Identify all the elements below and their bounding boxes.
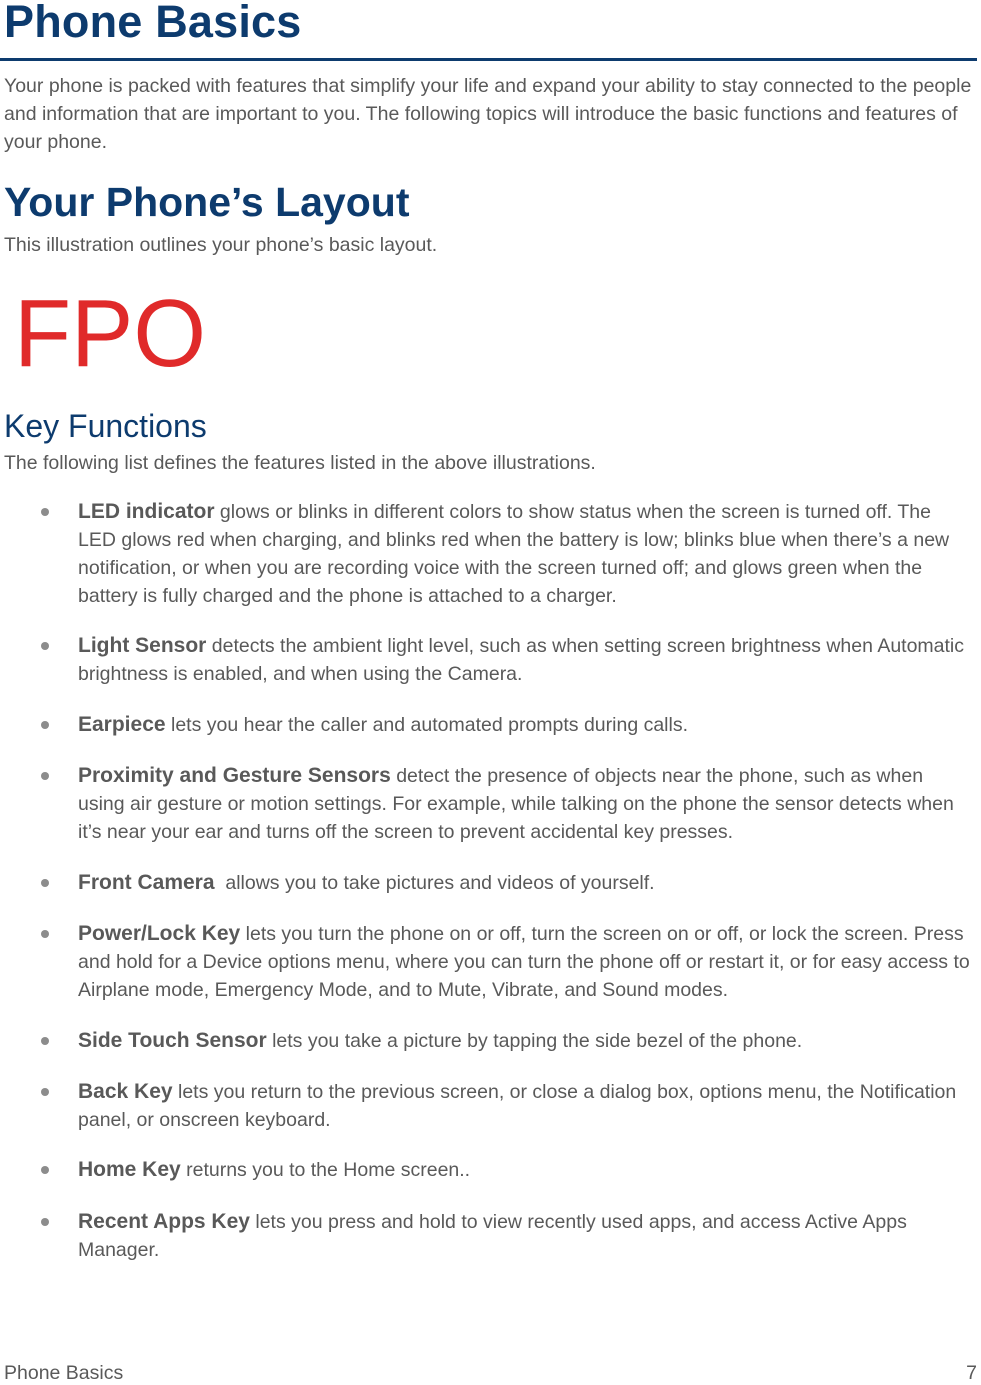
list-item-text <box>78 711 974 739</box>
list-item-description: allows you to take pictures and videos of yourself. <box>214 872 655 894</box>
bullet-icon <box>41 1037 49 1045</box>
bullet-icon <box>41 1166 49 1174</box>
bullet-icon <box>41 642 49 650</box>
page-title: Phone Basics <box>4 0 302 47</box>
list-item-term: Side Touch Sensor <box>78 1029 267 1052</box>
list-item-description: lets you take a picture by tapping the side bezel of the phone. <box>266 1030 803 1052</box>
fpo-placeholder-text: FPO <box>14 286 206 378</box>
footer-page-number: 7 <box>966 1362 977 1384</box>
list-item-term: Recent Apps Key <box>78 1210 250 1233</box>
list-item-description: returns you to the Home screen.. <box>180 1159 471 1181</box>
list-item-text <box>78 1078 974 1134</box>
list-item-text <box>78 1027 974 1055</box>
list-item-description: lets you turn the phone on or off, turn the screen on or off, or lock the screen. Press and hold for a Device options menu, where you can turn the phone off or restart it, or for easy access to Airplane mode, Emergency Mode, and to Mute, Vibrate, and Sound modes. <box>78 923 975 1001</box>
list-item-text <box>78 632 974 688</box>
bullet-icon <box>41 1218 49 1226</box>
list-item-description: lets you hear the caller and automated prompts during calls. <box>165 714 689 736</box>
list-item-text <box>78 869 974 897</box>
list-item-term: Earpiece <box>78 713 166 736</box>
list-item-term: Proximity and Gesture Sensors <box>78 764 391 787</box>
intro-paragraph: Your phone is packed with features that simplify your life and expand your ability to stay connected to the people and information that are important to you. The following topics will introduce the basic functions and features of your phone. <box>4 75 972 153</box>
bullet-icon <box>41 879 49 887</box>
list-item-term: LED indicator <box>78 500 215 523</box>
layout-description: This illustration outlines your phone’s basic layout. <box>4 234 438 256</box>
list-item-term: Power/Lock Key <box>78 922 241 945</box>
document-page <box>4 0 975 1261</box>
bullet-icon <box>41 930 49 938</box>
list-item-term: Home Key <box>78 1158 181 1181</box>
footer-section-name: Phone Basics <box>4 1362 124 1384</box>
bullet-icon <box>41 508 49 516</box>
key-functions-description: The following list defines the features listed in the above illustrations. <box>4 452 596 474</box>
list-item-term: Front Camera <box>78 871 215 894</box>
list-item-text <box>78 1208 974 1264</box>
bullet-icon <box>41 772 49 780</box>
key-functions-heading: Key Functions <box>4 408 207 444</box>
list-item-text <box>78 1156 974 1184</box>
list-item-text <box>78 762 974 846</box>
list-item-text <box>78 498 974 610</box>
list-item-description: lets you press and hold to view recently used apps, and access Active Apps Manager. <box>78 1211 913 1261</box>
list-item-description: lets you return to the previous screen, or close a dialog box, options menu, the Notification panel, or onscreen keyboard. <box>78 1081 962 1131</box>
list-item-description: glows or blinks in different colors to show status when the screen is turned off. The LED glows red when charging, and blinks red when the battery is low; blinks blue when there’s a new notification, or when you are recording voice with the screen turned off; and glows green when the battery is fully charged and the phone is attached to a charger. <box>78 501 955 607</box>
list-item-text <box>78 920 974 1004</box>
list-item-term: Back Key <box>78 1080 173 1103</box>
title-divider <box>0 58 977 61</box>
layout-heading: Your Phone’s Layout <box>4 179 410 225</box>
bullet-icon <box>41 1088 49 1096</box>
list-item-description: detect the presence of objects near the phone, such as when using air gesture or motion settings. For example, while talking on the phone the sensor detects when it’s near your ear and turns off the screen to prevent accidental key presses. <box>78 765 960 843</box>
list-item-description: detects the ambient light level, such as when setting screen brightness when Automatic brightness is enabled, and when using the Camera. <box>78 635 970 685</box>
fpo-placeholder-image <box>12 286 212 378</box>
list-item-term: Light Sensor <box>78 634 207 657</box>
bullet-icon <box>41 721 49 729</box>
